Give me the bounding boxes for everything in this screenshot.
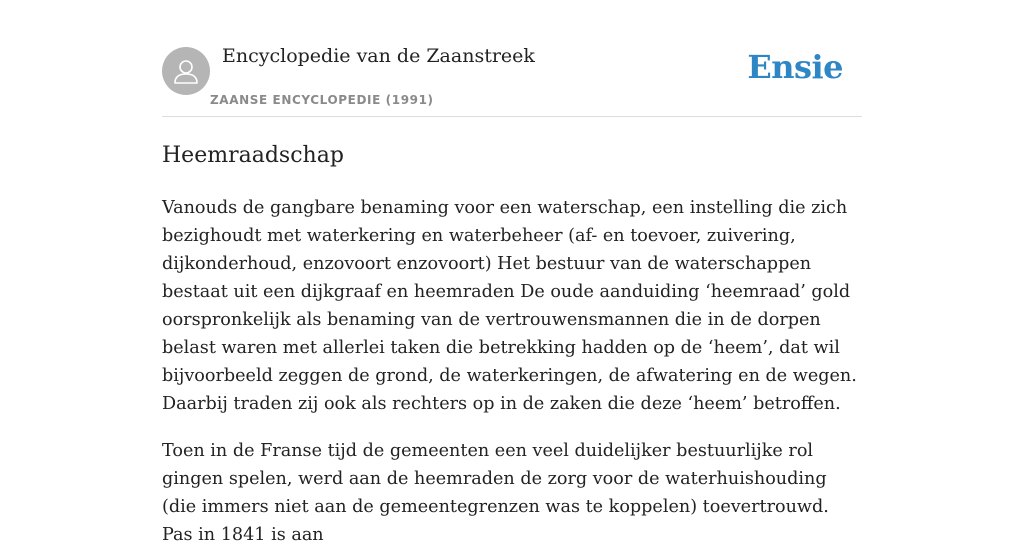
source-header	[162, 0, 862, 117]
user-icon	[162, 47, 210, 95]
paragraph: Toen in de Franse tijd de gemeenten een veel duidelijker bestuurlijke rol gingen spelen, werd aan de heemraden de zorg voor de waterhuishouding (die immers niet aan de gemeentegrenzen was te koppelen) toevertrouwd. Pas in 1841 is aan	[162, 441, 829, 545]
source-title[interactable]: Encyclopedie van de Zaanstreek	[222, 45, 535, 67]
article-title: Heemraadschap	[162, 143, 344, 168]
article-body	[162, 194, 862, 549]
avatar[interactable]	[162, 47, 210, 95]
brand-logo[interactable]: Ensie	[747, 48, 843, 86]
source-subtitle[interactable]: ZAANSE ENCYCLOPEDIE (1991)	[210, 93, 434, 107]
page	[162, 0, 862, 549]
paragraph: Vanouds de gangbare benaming voor een waterschap, een instelling die zich bezighoudt met waterkering en waterbeheer (af- en toevoer, zuivering, dijkonderhoud, enzovoort enzovoort) Het bestuur van de waterschappen bestaat uit een dijkgraaf en heemraden De oude aanduiding ‘heemraad’ gold oorspronkelijk als benaming van de vertrouwensmannen die in de dorpen belast waren met allerlei taken die betrekking hadden op de ‘heem’, dat wil bijvoorbeeld zeggen de grond, de waterkeringen, de afwatering en de wegen. Daarbij traden zij ook als rechters op in de zaken die deze ‘heem’ betroffen.	[162, 198, 857, 414]
